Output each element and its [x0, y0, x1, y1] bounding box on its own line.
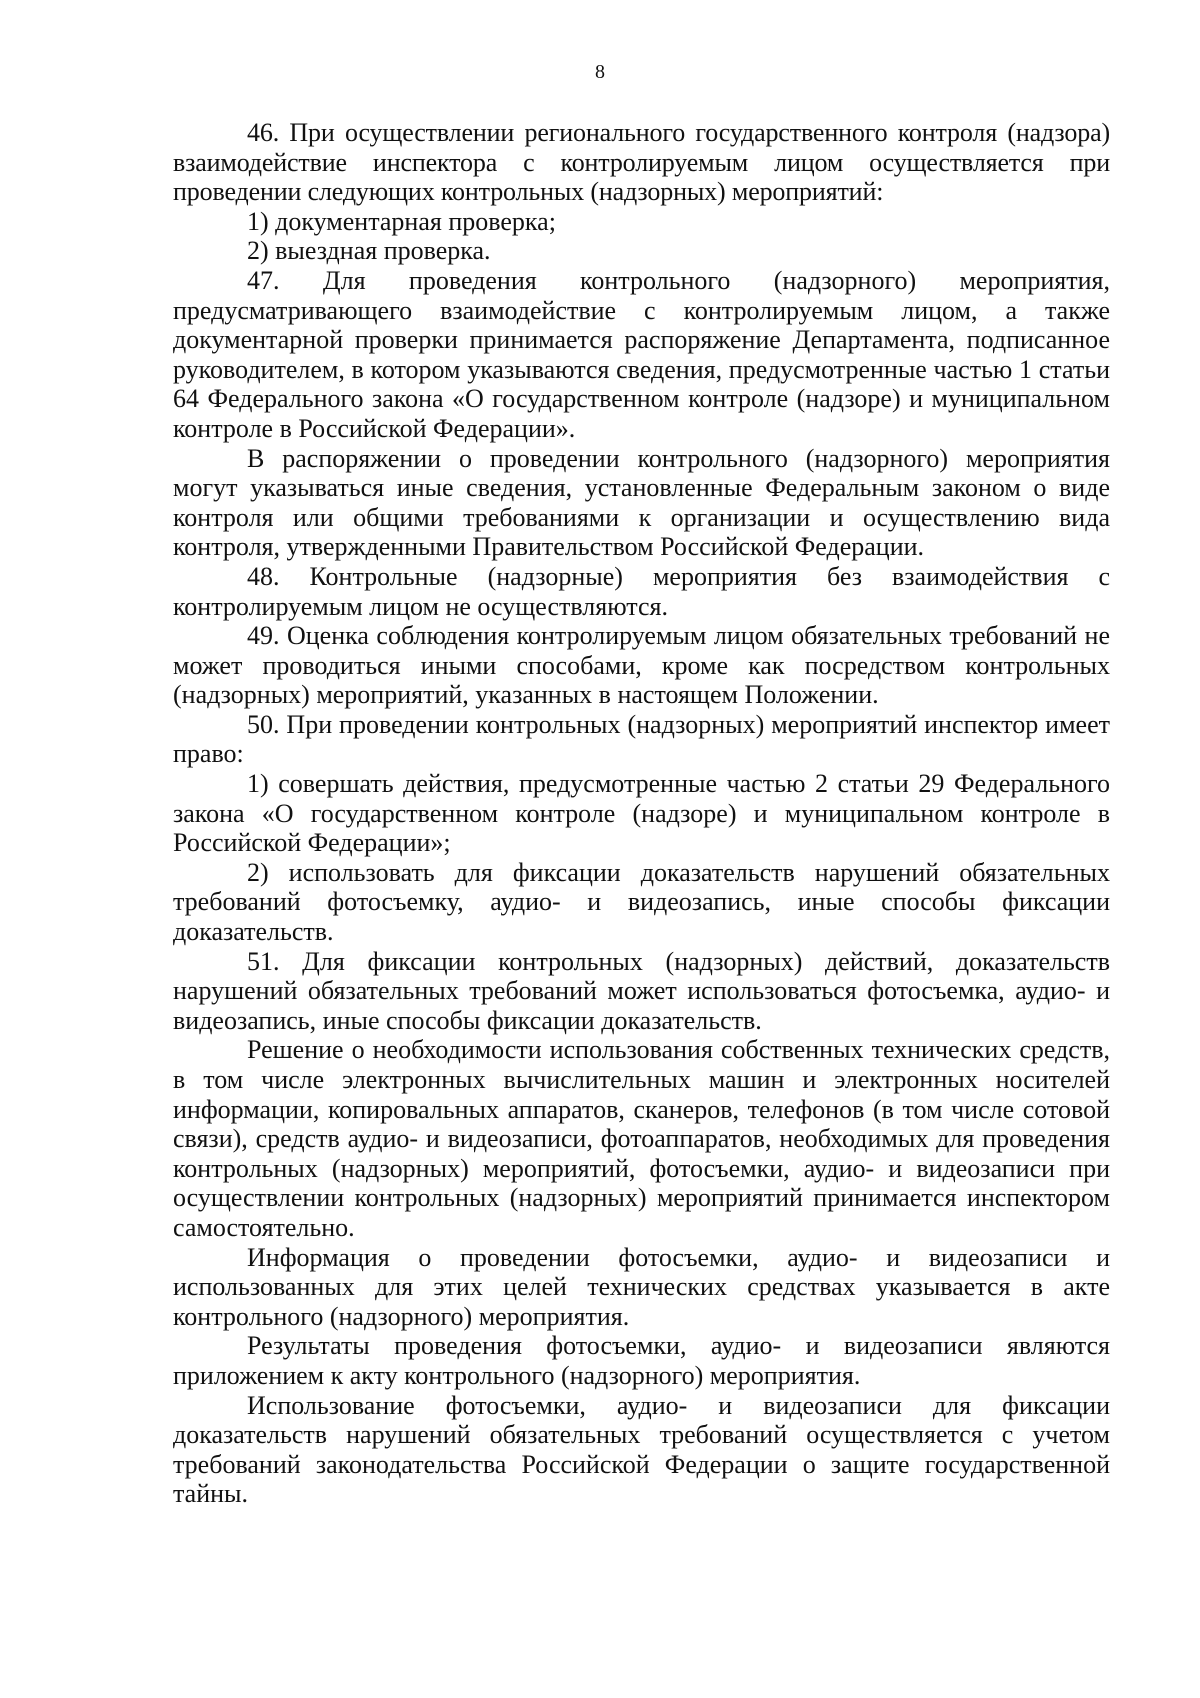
list-item-recording: 2) использовать для фиксации доказательств нарушений обязательных требований фотосъемку, аудио- и видеозапись, иные способы фиксации доказательств. — [173, 857, 1110, 947]
document-body — [173, 118, 1110, 1509]
list-item-field-check: 2) выездная проверка. — [247, 236, 491, 266]
paragraph-49: 49. Оценка соблюдения контролируемым лицом обязательных требований не может проводиться иными способами, кроме как посредством контрольных (надзорных) мероприятий, указанных в настоящем Положении. — [173, 621, 1110, 710]
paragraph-order-details: В распоряжении о проведении контрольного (надзорного) мероприятия могут указываться иные сведения, установленные Федеральным законом о виде контроля или общими требованиями к организации и осуществлению вида контроля, утвержденными Правительством Российской Федерации. — [173, 443, 1110, 562]
list-item-actions: 1) совершать действия, предусмотренные частью 2 статьи 29 Федерального закона «О государственном контроле (надзоре) и муниципальном контроле в Российской Федерации»; — [173, 769, 1110, 858]
paragraph-50: 50. При проведении контрольных (надзорных) мероприятий инспектор имеет право: — [173, 709, 1110, 769]
paragraph-technical-means: Решение о необходимости использования собственных технических средств, в том числе электронных вычислительных машин и электронных носителей информации, копировальных аппаратов, сканеров, телефонов (в том числе сотовой связи), средств аудио- и видеозаписи, фотоаппаратов, необходимых для проведения контрольных (надзорных) мероприятий, фотосъемки, аудио- и видеозаписи при осуществлении контрольных (надзорных) мероприятий принимается инспектором самостоятельно. — [173, 1035, 1110, 1242]
paragraph-recording-info: Информация о проведении фотосъемки, аудио- и видеозаписи и использованных для этих целей технических средствах указывается в акте контрольного (надзорного) мероприятия. — [173, 1242, 1110, 1331]
paragraph-51: 51. Для фиксации контрольных (надзорных) действий, доказательств нарушений обязательных требований может использоваться фотосъемка, аудио- и видеозапись, иные способы фиксации доказательств. — [173, 946, 1110, 1035]
paragraph-recording-results: Результаты проведения фотосъемки, аудио- и видеозаписи являются приложением к акту контрольного (надзорного) мероприятия. — [173, 1331, 1110, 1390]
paragraph-48: 48. Контрольные (надзорные) мероприятия без взаимодействия с контролируемым лицом не осуществляются. — [173, 561, 1110, 621]
page-number: 8 — [595, 61, 605, 83]
list-item-documentary-check: 1) документарная проверка; — [247, 206, 556, 236]
paragraph-state-secret: Использование фотосъемки, аудио- и видеозаписи для фиксации доказательств нарушений обязательных требований осуществляется с учетом требований законодательства Российской Федерации о защите государственной тайны. — [173, 1390, 1110, 1509]
paragraph-47: 47. Для проведения контрольного (надзорного) мероприятия, предусматривающего взаимодействие с контролируемым лицом, а также документарной проверки принимается распоряжение Департамента, подписанное руководителем, в котором указываются сведения, предусмотренные частью 1 статьи 64 Федерального закона «О государственном контроле (надзоре) и муниципальном контроле в Российской Федерации». — [173, 265, 1110, 443]
paragraph-46: 46. При осуществлении регионального государственного контроля (надзора) взаимодействие инспектора с контролируемым лицом осуществляется при проведении следующих контрольных (надзорных) мероприятий: — [173, 118, 1110, 207]
